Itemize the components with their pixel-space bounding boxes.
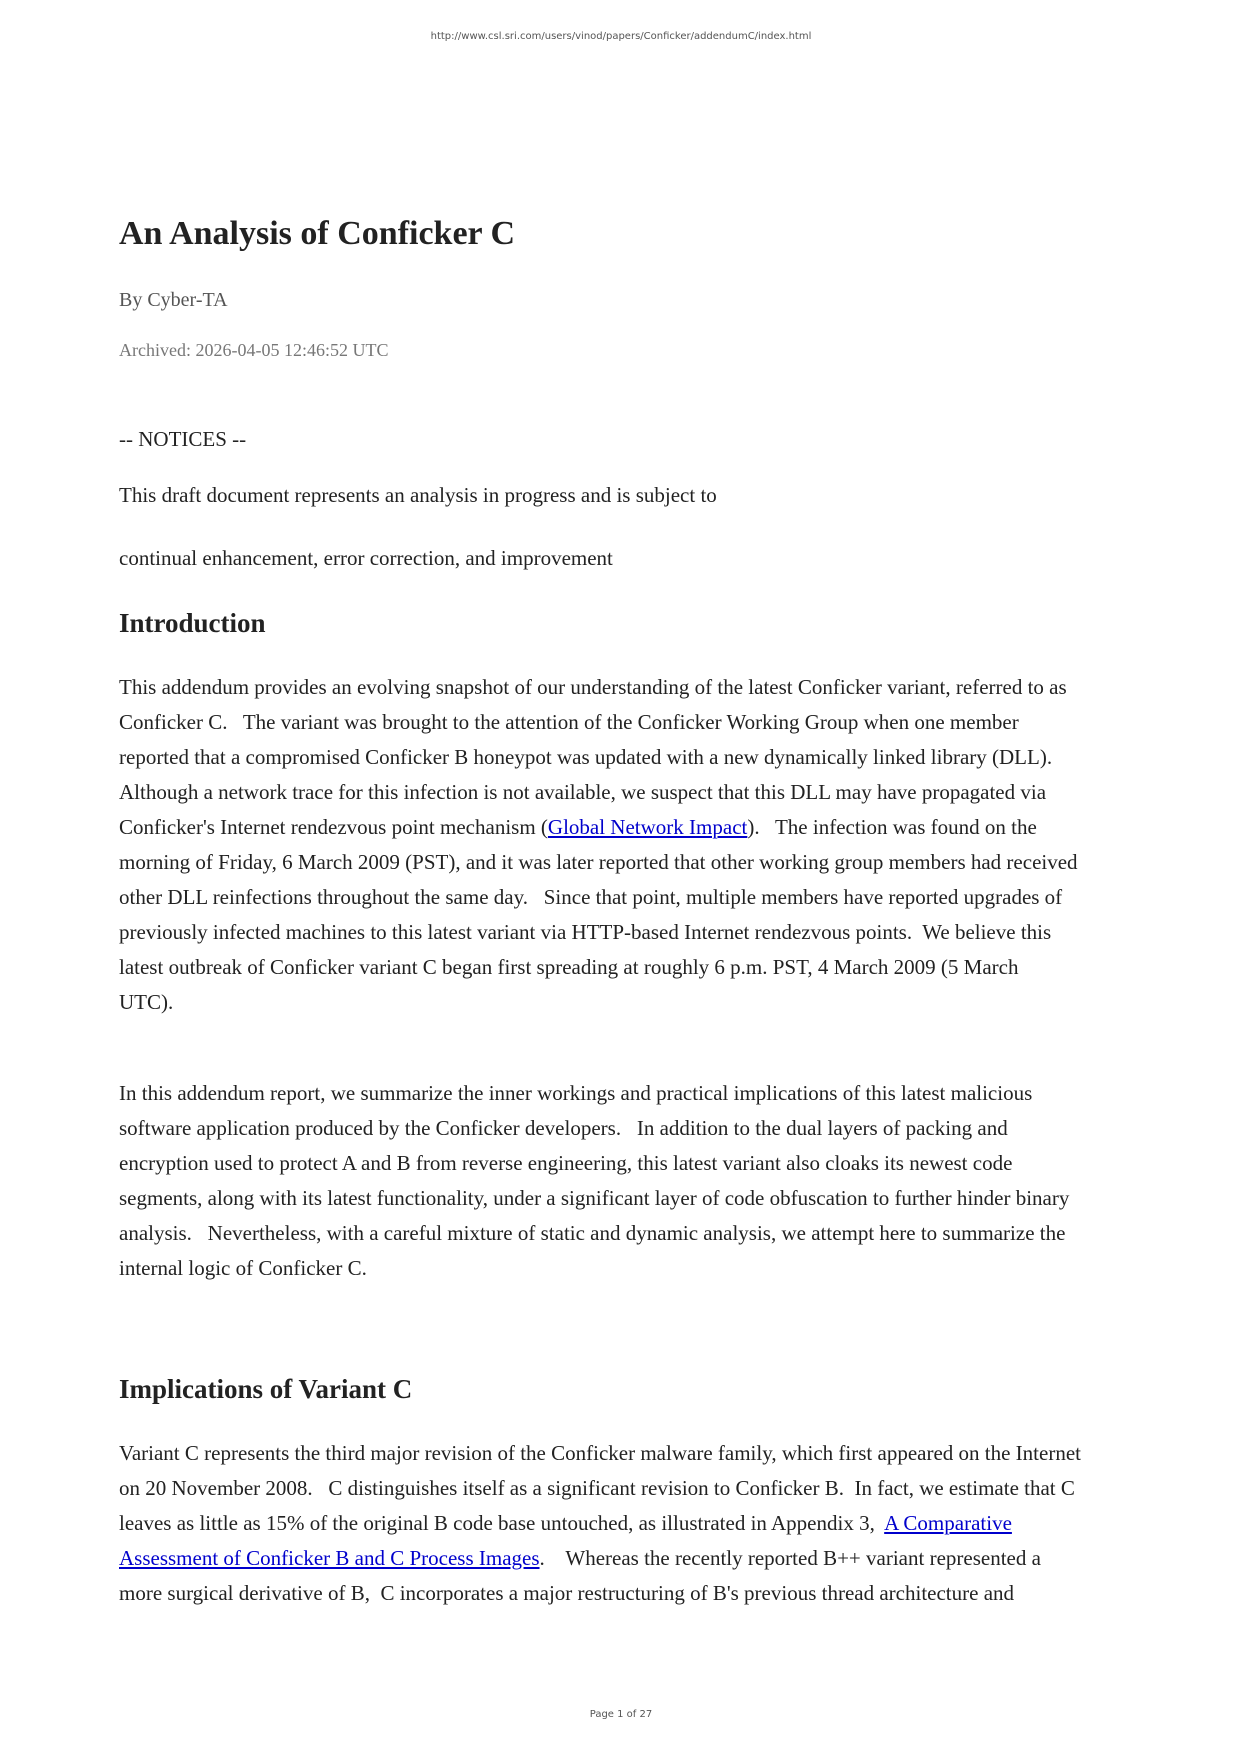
text-segment: segments, along with its latest functionality, under a significant layer of code obfuscation to further hinder binary [119,1186,1070,1210]
introduction-heading: Introduction [119,608,266,638]
text-line [119,950,1129,985]
text-line [119,1471,1129,1506]
text-segment: more surgical derivative of B, C incorporates a major restructuring of B's previous thread architecture and [119,1581,1015,1605]
text-line [119,1216,1129,1251]
byline: By Cyber-TA [119,289,228,311]
introduction-paragraph-2 [119,1076,1129,1286]
text-segment: ). The infection was found on the [747,815,1037,839]
text-segment: latest outbreak of Conficker variant C began first spreading at roughly 6 p.m. PST, 4 March 2009 (5 March [119,955,1019,979]
archived-date: Archived: 2026-04-05 12:46:52 UTC [119,340,389,360]
text-segment: Conficker's Internet rendezvous point mechanism ( [119,815,548,839]
text-segment: Although a network trace for this infection is not available, we suspect that this DLL may have propagated via [119,780,1047,804]
introduction-paragraph-1 [119,670,1129,1020]
text-line [119,845,1129,880]
text-line [119,1576,1129,1611]
inline-link[interactable]: A Comparative [884,1511,1012,1535]
text-segment: This addendum provides an evolving snapshot of our understanding of the latest Conficker variant, referred to as [119,675,1067,699]
notices-line-2: continual enhancement, error correction, and improvement [119,546,613,570]
page-number: Page 1 of 27 [589,1709,653,1720]
text-line [119,1436,1129,1471]
text-segment: reported that a compromised Conficker B honeypot was updated with a new dynamically linked library (DLL). [119,745,1053,769]
text-segment: Conficker C. The variant was brought to the attention of the Conficker Working Group when one member [119,710,1019,734]
inline-link[interactable]: Global Network Impact [547,815,748,839]
text-line [119,1181,1129,1216]
text-line [119,1251,1129,1286]
text-line [119,810,1129,845]
text-line [119,740,1129,775]
implications-heading: Implications of Variant C [119,1374,413,1404]
text-segment: encryption used to protect A and B from reverse engineering, this latest variant also cloaks its newest code [119,1151,1013,1175]
text-line [119,670,1129,705]
text-line [119,1076,1129,1111]
text-segment: . Whereas the recently reported B++ variant represented a [539,1546,1041,1570]
text-line [119,705,1129,740]
text-segment: UTC). [119,990,174,1014]
text-line [119,985,1129,1020]
text-line [119,1541,1129,1576]
implications-paragraph-1 [119,1436,1129,1611]
text-segment: In this addendum report, we summarize the inner workings and practical implications of this latest malicious [119,1081,1033,1105]
text-line [119,1111,1129,1146]
text-segment: software application produced by the Conficker developers. In addition to the dual layers of packing and [119,1116,1008,1140]
page-url-header: http://www.csl.sri.com/users/vinod/papers/Conficker/addendumC/index.html [430,31,812,42]
text-line [119,775,1129,810]
notices-line-1: This draft document represents an analysis in progress and is subject to [119,483,717,507]
text-segment: on 20 November 2008. C distinguishes itself as a significant revision to Conficker B. In fact, we estimate that C [119,1476,1075,1500]
page-title: An Analysis of Conficker C [119,215,516,252]
text-segment: Variant C represents the third major revision of the Conficker malware family, which first appeared on the Internet [119,1441,1081,1465]
text-line [119,1506,1129,1541]
text-segment: morning of Friday, 6 March 2009 (PST), and it was later reported that other working group members had received [119,850,1078,874]
text-segment: leaves as little as 15% of the original B code base untouched, as illustrated in Appendix 3, [119,1511,885,1535]
inline-link[interactable]: Assessment of Conficker B and C Process Images [119,1546,540,1570]
text-line [119,880,1129,915]
text-line [119,915,1129,950]
text-segment: analysis. Nevertheless, with a careful mixture of static and dynamic analysis, we attempt here to summarize the [119,1221,1066,1245]
text-line [119,1146,1129,1181]
text-segment: other DLL reinfections throughout the same day. Since that point, multiple members have reported upgrades of [119,885,1063,909]
text-segment: previously infected machines to this latest variant via HTTP-based Internet rendezvous points. We believe this [119,920,1052,944]
notices-heading: -- NOTICES -- [119,427,247,451]
text-segment: internal logic of Conficker C. [119,1256,367,1280]
